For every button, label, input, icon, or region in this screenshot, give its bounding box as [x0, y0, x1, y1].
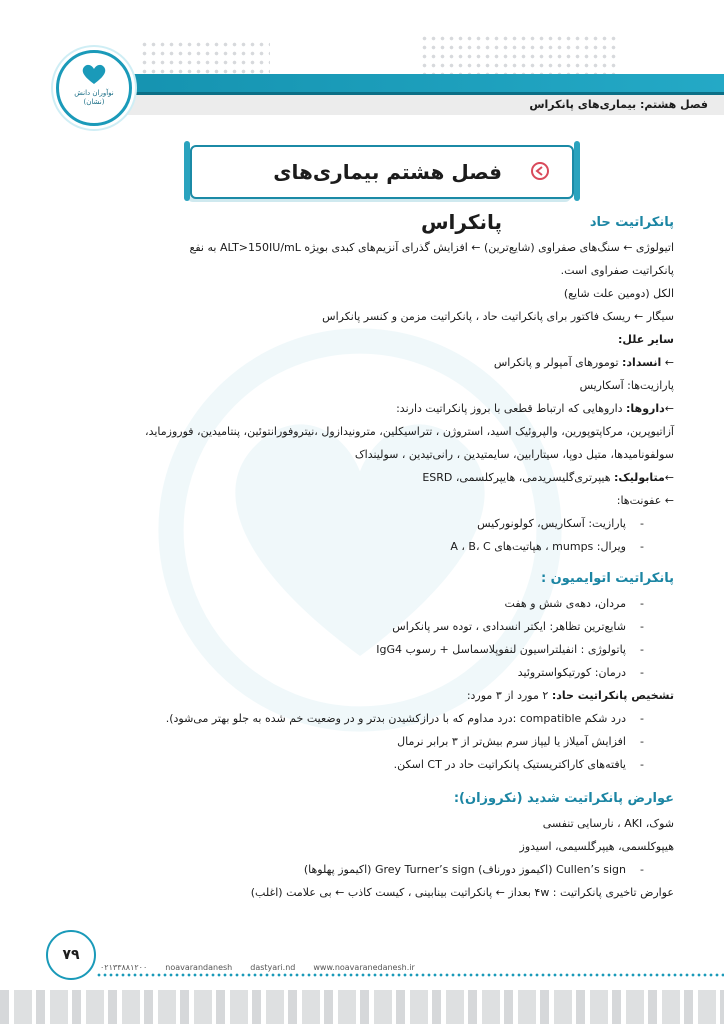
chapter-title-box	[190, 145, 574, 234]
list-item: - درمان: کورتیکواستروئید	[42, 661, 674, 684]
drugs-list: سولفونامیدها، متیل دوپا، سیتارابین، سایمتیدین ، رانی‌تیدین ، سولینداک	[354, 448, 674, 461]
metabolic-label: متابولیک:	[614, 471, 665, 484]
list-item: - پاتولوژی : انفیلتراسیون لنفوپلاسماسل + رسوب IgG4	[42, 638, 674, 661]
metabolic-line: ←متابولیک: هیپرتری‌گلیسریدمی، هایپرکلسمی، ESRD	[422, 471, 674, 484]
drugs-label: داروها:	[626, 402, 665, 415]
chapter-subheader	[125, 95, 724, 115]
section-heading-autoimmune: پانکراتیت اتوایمیون :	[540, 571, 674, 586]
acute-line: پانکراتیت صفراوی است.	[560, 264, 674, 277]
instagram-text: noavarandanesh	[165, 962, 233, 972]
late-complications: عوارض تاخیری پانکراتیت : ۴w بعداز ← پانکراتیت بینابینی ، کیست کاذب ← بی علامت (اغلب)	[250, 886, 674, 899]
drugs-list: آزاتیوپرین، مرکاپتوپورین، والپروئیک اسید، استروژن ، تتراسیکلین، مترونیدازول ،نیتروفورانتوئین، پنتامیدین، فوروزماید،	[145, 425, 674, 438]
footer-texture	[0, 990, 724, 1024]
list-item: - درد شکم compatible :درد مداوم که با درازکشیدن بدتر و در وضعیت خم شده به جلو بهتر می‌شود).	[42, 707, 674, 730]
heart-icon	[81, 63, 107, 85]
drugs-line: ←داروها: داروهایی که ارتباط قطعی با بروز پانکراتیت دارند:	[396, 402, 674, 415]
website-link[interactable]: www.noavaranedanesh.ir	[313, 962, 415, 972]
list-item: - شایع‌ترین تظاهر: ایکتر انسدادی ، توده سر پانکراس	[42, 615, 674, 638]
header-bar	[120, 74, 724, 92]
drugs-text: داروهایی که ارتباط قطعی با بروز پانکراتیت دارند:	[396, 402, 623, 415]
acute-line: الکل (دومین علت شایع)	[563, 287, 674, 300]
instagram-text: dastyari.nd	[250, 962, 296, 972]
chapter-subtitle: فصل هشتم: بیماری‌های پانکراس	[529, 98, 708, 111]
list-item: - Cullen’s sign (اکیموز دورناف) Grey Turner’s sign (اکیموز پهلوها)	[42, 858, 674, 881]
parasites-line: پارازیت‌ها: آسکاریس	[579, 379, 674, 392]
metabolic-text: هیپرتری‌گلیسریدمی، هایپرکلسمی، ESRD	[422, 471, 611, 484]
list-item: - مردان، دهه‌ی شش و هفت	[42, 592, 674, 615]
obstruction-line: ← انسداد: تومورهای آمپولر و پانکراس	[493, 356, 674, 369]
main-content	[42, 206, 674, 904]
acute-line: اتیولوژی ← سنگ‌های صفراوی (شایع‌ترین) ← افزایش گذرای آنزیم‌های کبدی بویژه ALT>150IU/mL به نفع	[189, 241, 674, 254]
infections-line: ← عفونت‌ها:	[616, 494, 674, 507]
logo-text-main: نوآوران دانش	[74, 89, 114, 97]
severe-line: شوک، AKI ، نارسایی تنفسی	[542, 817, 674, 830]
acute-line: سیگار ← ریسک فاکتور برای پانکراتیت حاد ، پانکراتیت مزمن و کنسر پانکراس	[322, 310, 674, 323]
diagnosis-title-line	[42, 684, 674, 707]
list-item: - ویرال: mumps ، هپاتیت‌های A ، B، C	[42, 535, 674, 558]
section-heading-acute: پانکراتیت حاد	[589, 215, 674, 230]
other-causes-title: سایر علل:	[618, 333, 674, 346]
phone-text: ۰۲۱۳۳۸۸۱۲۰۰	[100, 962, 148, 972]
diagnosis-title: تشخیص پانکراتیت حاد:	[551, 689, 674, 702]
severe-line: هیپوکلسمی، هیپرگلسیمی، اسیدوز	[519, 840, 674, 853]
list-item: - یافته‌های کاراکتریستیک پانکراتیت حاد در CT اسکن.	[42, 753, 674, 776]
header-dots-decoration	[420, 34, 620, 74]
logo-text	[59, 89, 129, 107]
publisher-logo	[56, 50, 132, 126]
diagnosis-subtitle: ۲ مورد از ۳ مورد:	[466, 689, 549, 702]
list-item: - افزایش آمیلاز یا لیپاز سرم بیش‌تر از ۳ برابر نرمال	[42, 730, 674, 753]
obstruction-text: تومورهای آمپولر و پانکراس	[493, 356, 619, 369]
logo-text-sub: (نشان)	[83, 98, 105, 106]
footer-dots-decoration	[96, 972, 724, 978]
page-number: ۷۹	[46, 930, 96, 980]
list-item: - پارازیت: آسکاریس، کولونورکیس	[42, 512, 674, 535]
obstruction-label: انسداد:	[622, 356, 662, 369]
chapter-title: فصل هشتم بیماری‌های پانکراس	[273, 160, 502, 234]
arrow-circle-icon	[530, 161, 550, 181]
section-heading-severe: عوارض پانکراتیت شدید (نکروزان):	[453, 791, 674, 806]
